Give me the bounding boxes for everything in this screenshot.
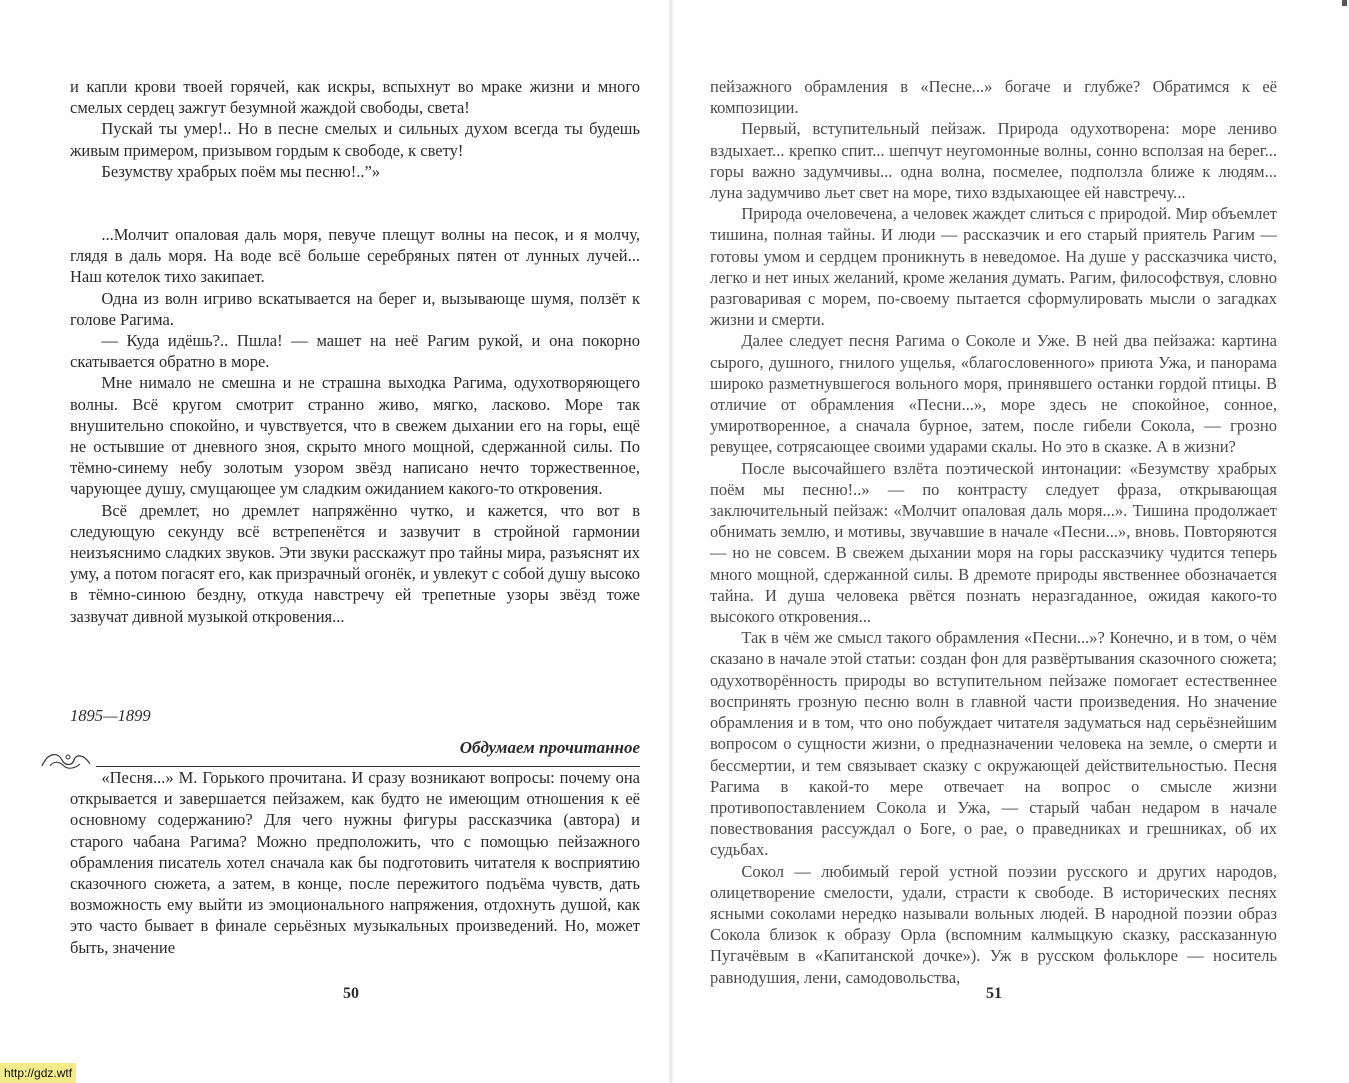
paragraph: и капли крови твоей горячей, как искры, вспыхнут во мраке жизни и много смелых сердец зажгут безумной жаждой свободы, света!	[70, 77, 640, 118]
paragraph: пейзажного обрамления в «Песне...» богаче и глубже? Обратимся к её композиции.	[710, 77, 1277, 118]
story-ending-text	[70, 224, 640, 627]
page-number: 51	[986, 985, 1002, 1002]
paragraph: «Песня...» М. Горького прочитана. И сразу возникают вопросы: почему она открывается и завершается пейзажем, как будто не имеющим отношения к её основному содержанию? Для чего нужны фигуры рассказчика (автора) и старого чабана Рагима? Можно предположить, что с помощью пейзажного обрамления писатель хотел сначала как бы подготовить читателя к восприятию сказочного сюжета, а затем, в конце, после пережитого подъёма чувств, дать возможность ему выйти из эмоционального напряжения, отдохнуть душой, как это часто бывает в финале серьёзных музыкальных произведений. Но, может быть, значение	[70, 768, 640, 957]
paragraph: Первый, вступительный пейзаж. Природа одухотворена: море лениво вздыхает... крепко спит... шепчут неугомонные волны, сонно всползая на берег... горы важно задумчивы... одна волна, посмелее, подползла ближе к людям... луна задумчиво льет свет на море, тихо вздыхающее ей навстречу...	[710, 119, 1277, 203]
continuation-text	[70, 76, 640, 182]
year-dates: 1895—1899	[70, 706, 151, 725]
paragraph: ...Молчит опаловая даль моря, певуче плещут волны на песок, и я молчу, глядя в даль моря. На воде всё больше серебряных пятен от лунных лучей... Наш котелок тихо закипает.	[70, 225, 640, 287]
page-number: 50	[343, 985, 359, 1002]
paragraph: Всё дремлет, но дремлет напряжённо чутко, и кажется, что вот в следующую секунду всё встрепенётся и зазвучит в стройной гармонии неизъяснимо сладких звуков. Эти звуки расскажут про тайны мира, разъяснят их уму, а потом погасят его, как призрачный огонёк, и увлекут с собой душу высоко в тёмно-синюю бездну, откуда навстречу ей трепетные узоры звёзд тоже зазвучат дивной музыкой откровения...	[70, 500, 640, 626]
article-text	[710, 76, 1277, 988]
paragraph: Безумству храбрых поём мы песню!..”»	[101, 161, 381, 181]
section-title: Обдумаем прочитанное	[459, 738, 640, 757]
paragraph: Далее следует песня Рагима о Соколе и Уже. В ней два пейзажа: картина сырого, душного, гнилого ущелья, «благословенного» приюта Ужа, и панорама широко разметнувшегося вольного моря, принявшего останки гордой птицы. В отличие от обрамления «Песни...», море здесь не спокойное, сонное, умиротворенное, а сначала бурное, затем, после гибели Сокола, — грозно ревущее, сотрясающее своими ударами скалы. Но это в сказке. А в жизни?	[710, 331, 1277, 457]
paragraph: Так в чём же смысл такого обрамления «Песни...»? Конечно, и в том, о чём сказано в начале этой статьи: создан фон для развёртывания сказочного сюжета; одухотворённость природы во вступительном пейзаже помогает естественнее воспринять грозную песню волн в главной части произведения. Но значение обрамления и в том, что оно побуждает читателя задуматься над серьёзнейшим вопросом о сущности жизни, о предназначении человека на земле, о смерти и бессмертии, и тем связывает сказку с окружающей действительностью. Песня Рагима в какой-то мере отвечает на вопрос о смысле жизни противопоставлением Сокола и Ужа, — старый чабан недаром в начале повествования рассуждал о Боге, о рае, о праведниках и грешниках, об их судьбах.	[710, 628, 1277, 860]
paragraph: Природа очеловечена, а человек жаждет слиться с природой. Мир объемлет тишина, полная тайны. И люди — рассказчик и его старый приятель Рагим — готовы умом и сердцем проникнуть в неведомое. На душе у рассказчика чисто, легко и нет иных желаний, кроме желания думать. Рагим, философствуя, словно разговаривая с морем, по-своему пытается сформулировать мысли о загадках жизни и смерти.	[710, 204, 1277, 330]
left-page	[0, 0, 674, 1083]
corner-mark	[1342, 0, 1347, 6]
paragraph: Одна из волн игриво вскатывается на берег и, вызывающе шумя, ползёт к голове Рагима.	[70, 288, 640, 329]
paragraph: Мне нимало не смешна и не страшна выходка Рагима, одухотворяющего волны. Всё кругом смотрит странно живо, мягко, ласково. Море так внушительно спокойно, и чувствуется, что в свежем дыхании его на горы, ещё не остывшие от дневного зноя, скрыто много мощной, сдержанной силы. По тёмно-синему небу золотым узором звёзд написано нечто торжественное, чарующее душу, смущающее ум сладким ожиданием какого-то откровения.	[70, 373, 640, 499]
section-header	[40, 738, 640, 770]
paragraph: Пускай ты умер!.. Но в песне смелых и сильных духом всегда ты будешь живым примером, призывом гордым к свободе, к свету!	[70, 119, 640, 160]
right-page	[674, 0, 1349, 1083]
watermark-link[interactable]: http://gdz.wtf	[0, 1063, 76, 1083]
section-text	[70, 767, 640, 958]
paragraph: Сокол — любимый герой устной поэзии русского и других народов, олицетворение смелости, удали, страсти к свободе. В исторических песнях ясными соколами нередко называли вольных людей. В народной поэзии образ Сокола близок к образу Орла (вспомним калмыцкую сказку, рассказанную Пугачёвым в «Капитанской дочке»). Уж в русском фольклоре — носитель равнодушия, лени, самодовольства,	[710, 861, 1277, 987]
paragraph: После высочайшего взлёта поэтической интонации: «Безумству храбрых поём мы песню!..» — по контрасту следует фраза, открывающая заключительный пейзаж: «Молчит опаловая даль моря...». Тишина продолжает обнимать землю, и мотивы, звучавшие в начале «Песни...», вновь. Повторяются — но не совсем. В свежем дыхании моря на горы рассказчику чудится теперь много мощной, сдержанной силы. В дремоте природы явственнее обозначается тайна. И душа человека рвётся познать неразгаданное, ожидая какого-то высокого откровения...	[710, 458, 1277, 627]
paragraph: — Куда идёшь?.. Пшла! — машет на неё Рагим рукой, и она покорно скатывается обратно в море.	[70, 331, 640, 372]
